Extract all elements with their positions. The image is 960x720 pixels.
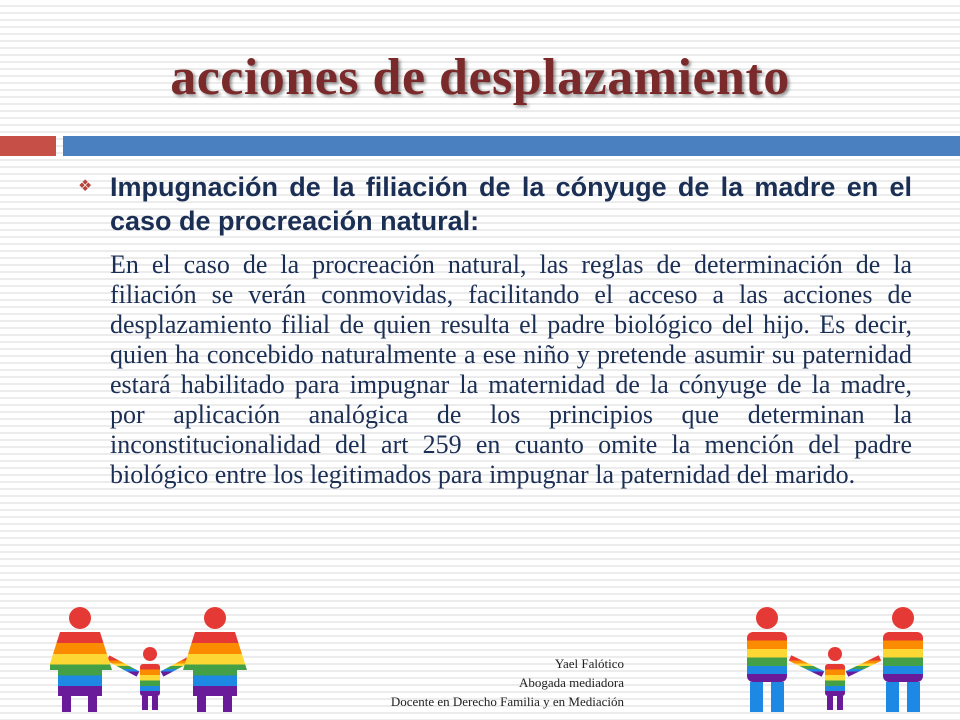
rainbow-family-left-image [50,604,250,714]
author-credits [391,654,624,711]
bullet-body: En el caso de la procreación natural, las reglas de determinación de la filiación se verán conmovidas, facilitando el acceso a las acciones de desplazamiento filial de quien resulta el padre biológico del hijo. Es decir, quien ha concebido naturalmente a ese niño y pretende asumir su paternidad estará habilitado para impugnar la maternidad de la cónyuge de la madre, por aplicación analógica de los principios que determinan la inconstitucionalidad del art 259 en cuanto omite la mención del padre biológico entre los legitimados para impugnar la paternidad del marido. [110,250,912,489]
author-position: Docente en Derecho Familia y en Mediación [390,694,624,709]
diamond-bullet-icon: ❖ [78,176,93,195]
slide-title: acciones de desplazamiento [170,49,790,106]
slide-content [72,170,912,490]
author-role: Abogada mediadora [518,675,624,690]
author-name: Yael Falótico [554,656,624,671]
accent-bar-red [0,136,56,156]
rainbow-family-right-image [735,604,935,714]
accent-bar-blue [63,136,960,156]
bullet-item [72,170,912,490]
bullet-heading: Impugnación de la filiación de la cónyuge de la madre en el caso de procreación natural: [110,172,912,236]
